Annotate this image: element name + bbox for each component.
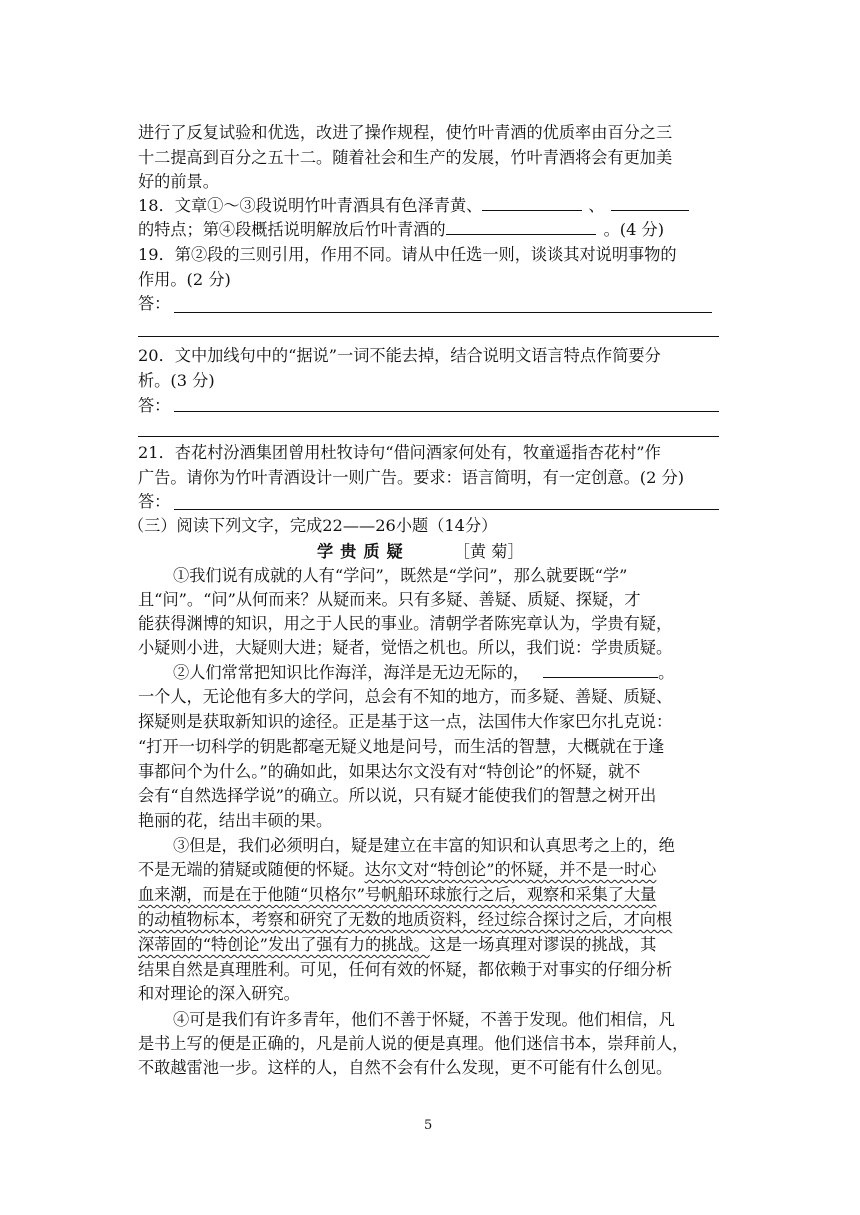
underlined-sentence: 深蒂固的“特创论”发出了强有力的挑战。 <box>138 935 430 954</box>
question-20-line-2: 析。(3 分) <box>138 371 215 390</box>
paragraph-2-line: 探疑则是获取新知识的途径。正是基于这一点，法国伟大作家巴尔扎克说： <box>138 712 673 731</box>
paragraph-2-line: 一个人，无论他有多大的学问，总会有不知的地方，而多疑、善疑、质疑、 <box>138 687 673 706</box>
question-18-line-1 <box>138 196 728 216</box>
paragraph-3-text: 不是无端的猜疑或随便的怀疑。 <box>138 860 365 879</box>
answer-line[interactable] <box>174 411 719 412</box>
paragraph-3-line <box>138 910 728 930</box>
paragraph-2-text: ②人们常常把知识比作海洋，海洋是无边无际的， <box>173 663 530 682</box>
question-20-line-1: 20．文中加线句中的“据说”一词不能去掉，结合说明文语言特点作简要分 <box>138 346 661 365</box>
question-18-text-a: 18．文章①～③段说明竹叶青酒具有色泽青黄、 <box>138 196 483 215</box>
answer-line[interactable] <box>174 312 712 313</box>
paragraph-2-period: 。 <box>658 663 675 682</box>
answer-line[interactable] <box>138 336 719 337</box>
question-19-line-1: 19．第②段的三则引用，作用不同。请从中任选一则，谈谈其对说明事物的 <box>138 245 677 264</box>
paragraph-3-line: ③但是，我们必须明白，疑是建立在丰富的知识和认真思考之上的，绝 <box>173 836 675 855</box>
question-19-line-2: 作用。(2 分) <box>138 270 231 289</box>
question-21-line-2: 广告。请你为竹叶青酒设计一则广告。要求：语言简明，有一定创意。(2 分) <box>138 468 685 487</box>
question-18-line-2 <box>138 220 728 240</box>
paragraph-3-line <box>138 885 728 905</box>
underlined-sentence: 的动植物标本，考察和研究了无数的地质资料，经过综合探讨之后，才向根 <box>138 910 673 929</box>
paragraph-4-line: 是书上写的便是正确的，凡是前人说的便是真理。他们迷信书本，崇拜前人， <box>138 1034 689 1053</box>
article-title-text: 学贵质疑 <box>317 542 410 561</box>
paragraph-4-line: 不敢越雷池一步。这样的人，自然不会有什么发现，更不可能有什么创见。 <box>138 1058 673 1077</box>
paragraph-2-line: 事都问个为什么。”的确如此，如果达尔文没有对“特创论”的怀疑，就不 <box>138 762 641 781</box>
answer-blank[interactable] <box>482 196 582 211</box>
page-number: 5 <box>424 1118 433 1133</box>
paragraph-2-first-line <box>173 663 763 683</box>
underlined-sentence: 达尔文对“特创论”的怀疑，并不是一时心 <box>364 860 657 879</box>
section-heading: （三）阅读下列文字，完成22——26小题（14分） <box>128 516 498 535</box>
question-19-answer-label: 答： <box>138 294 171 313</box>
article-author: ［黄 菊］ <box>453 542 524 561</box>
paragraph-3-line <box>138 935 728 955</box>
paragraph-1-line: ①我们说有成就的人有“学问”，既然是“学问”，那么就要既“学” <box>173 566 628 585</box>
question-18-separator: 、 <box>588 196 605 215</box>
question-18-text-b: 的特点；第④段概括说明解放后竹叶青酒的 <box>138 220 446 239</box>
paragraph-3-line <box>138 860 728 880</box>
paragraph-2-line: 会有“自然选择学说”的确立。所以说，只有疑才能使我们的智慧之树开出 <box>138 786 657 805</box>
intro-line-3: 好的前景。 <box>138 172 219 191</box>
paragraph-2-line: 艳丽的花，结出丰硕的果。 <box>138 811 333 830</box>
paragraph-3-text: 这是一场真理对谬误的挑战，其 <box>429 935 657 954</box>
answer-blank[interactable] <box>446 220 596 235</box>
question-21-answer-label: 答： <box>138 492 171 511</box>
paragraph-2-line: “打开一切科学的钥匙都毫无疑义地是问号，而生活的智慧，大概就在于逢 <box>138 737 665 756</box>
paragraph-3-line: 结果自然是真理胜利。可见，任何有效的怀疑，都依赖于对事实的仔细分析 <box>138 960 673 979</box>
answer-line[interactable] <box>138 436 719 437</box>
article-title <box>317 542 524 562</box>
question-21-line-1: 21．杏花村汾酒集团曾用杜牧诗句“借问酒家何处有，牧童遥指杏花村”作 <box>138 443 661 462</box>
underlined-sentence: 血来潮，而是在于他随“贝格尔”号帆船环球旅行之后，观察和采集了大量 <box>138 885 657 904</box>
paragraph-1-line: 能获得渊博的知识，用之于人民的事业。清朝学者陈宪章认为，学贵有疑， <box>138 614 673 633</box>
intro-line-1: 进行了反复试验和优选，改进了操作规程，使竹叶青酒的优质率由百分之三 <box>138 123 673 142</box>
answer-blank[interactable] <box>543 663 658 678</box>
intro-line-2: 十二提高到百分之五十二。随着社会和生产的发展，竹叶青酒将会有更加美 <box>138 148 673 167</box>
answer-line[interactable] <box>174 509 719 510</box>
paragraph-1-line: 小疑则小进，大疑则大进；疑者，觉悟之机也。所以，我们说：学贵质疑。 <box>138 638 673 657</box>
answer-blank[interactable] <box>611 196 689 211</box>
paragraph-3-line: 和对理论的深入研究。 <box>138 984 300 1003</box>
question-20-answer-label: 答： <box>138 396 171 415</box>
paragraph-1-line: 且“问”。“问”从何而来？从疑而来。只有多疑、善疑、质疑、探疑，才 <box>138 590 641 609</box>
paragraph-4-line: ④可是我们有许多青年，他们不善于怀疑，不善于发现。他们相信，凡 <box>173 1010 675 1029</box>
question-18-score: 。(4 分) <box>603 220 665 239</box>
